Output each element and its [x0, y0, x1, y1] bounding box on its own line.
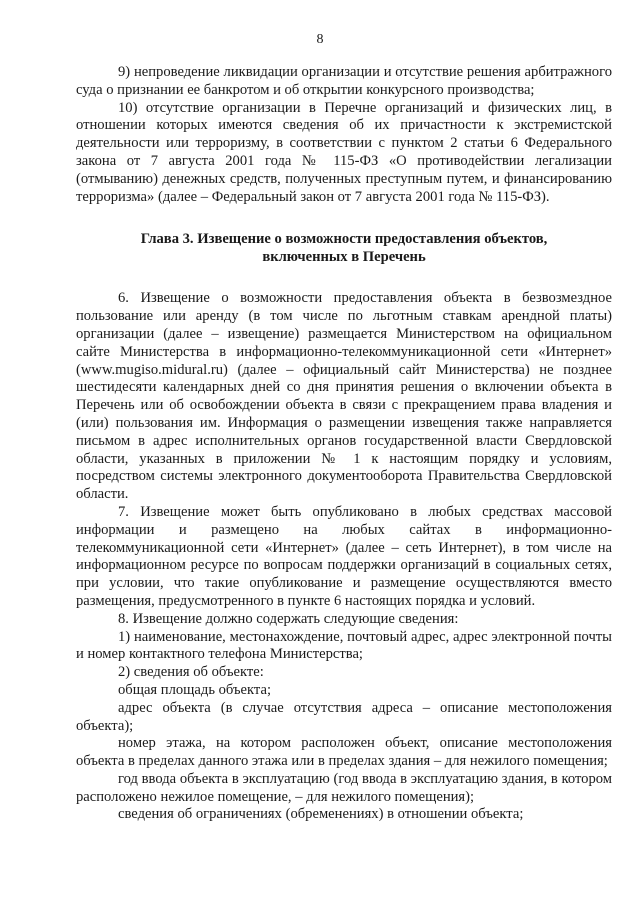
paragraph-clause-6: 6. Извещение о возможности предоставления объекта в безвозмездное пользование или аренду (в том числе по льготным ставкам арендной платы) организации (далее – извещение) размещается Министерством на официальном сайте Министерства в информационно-телекоммуникационной сети «Интернет» (www.mugiso.midural.ru) (далее – официальный сайт Министерства) не позднее шестидесяти календарных дней со дня принятия решения о включении объекта в Перечень или об освобождении объекта в связи с прекращением права владения и (или) пользования им. Информация о размещении извещения также направляется письмом в адрес исполнительных органов государственной власти Свердловской области, указанных в приложении № 1 к настоящим порядку и условиям, посредством системы электронного документооборота Правительства Свердловской области.	[76, 290, 612, 503]
paragraph-clause-7: 7. Извещение может быть опубликовано в любых средствах массовой информации и размещено на любых сайтах в информационно-телекоммуникационной сети «Интернет» (далее – сеть Интернет), в том числе на информационном ресурсе по вопросам поддержки организаций в социальных сетях, при условии, что такие опубликование и размещение осуществляются вместо размещения, предусмотренного в пункте 6 настоящих порядка и условий.	[76, 503, 612, 609]
paragraph-object-address: адрес объекта (в случае отсутствия адреса – описание местоположения объекта);	[76, 699, 612, 734]
paragraph-object-area: общая площадь объекта;	[118, 681, 271, 698]
chapter-title-line-2: включенных в Перечень	[262, 249, 426, 266]
chapter-title-line-1: Глава 3. Извещение о возможности предоставления объектов,	[140, 231, 548, 248]
paragraph-subitem-1: 1) наименование, местонахождение, почтовый адрес, адрес электронной почты и номер контактного телефона Министерства;	[76, 628, 612, 663]
page-number: 8	[316, 32, 324, 47]
paragraph-object-floor: номер этажа, на котором расположен объект, описание местоположения объекта в пределах данного этажа или в пределах здания – для нежилого помещения;	[76, 735, 612, 770]
chapter-heading	[76, 230, 612, 266]
paragraph-subitem-2: 2) сведения об объекте:	[118, 664, 264, 681]
document-body	[76, 64, 612, 824]
paragraph-object-year: год ввода объекта в эксплуатацию (год ввода в эксплуатацию здания, в котором расположено нежилое помещение, – для нежилого помещения);	[76, 770, 612, 805]
paragraph-clause-8: 8. Извещение должно содержать следующие сведения:	[118, 610, 459, 627]
paragraph-object-restrictions: сведения об ограничениях (обременениях) в отношении объекта;	[118, 806, 524, 823]
paragraph-item-9: 9) непроведение ликвидации организации и отсутствие решения арбитражного суда о признании ее банкротом и об открытии конкурсного производства;	[76, 64, 612, 98]
paragraph-item-10: 10) отсутствие организации в Перечне организаций и физических лиц, в отношении которых имеются сведения об их причастности к экстремистской деятельности или терроризму, в соответствии с пунктом 2 статьи 6 Федерального закона от 7 августа 2001 года № 115-ФЗ «О противодействии легализации (отмыванию) денежных средств, полученных преступным путем, и финансированию терроризма» (далее – Федеральный закон от 7 августа 2001 года № 115-ФЗ).	[76, 99, 612, 205]
